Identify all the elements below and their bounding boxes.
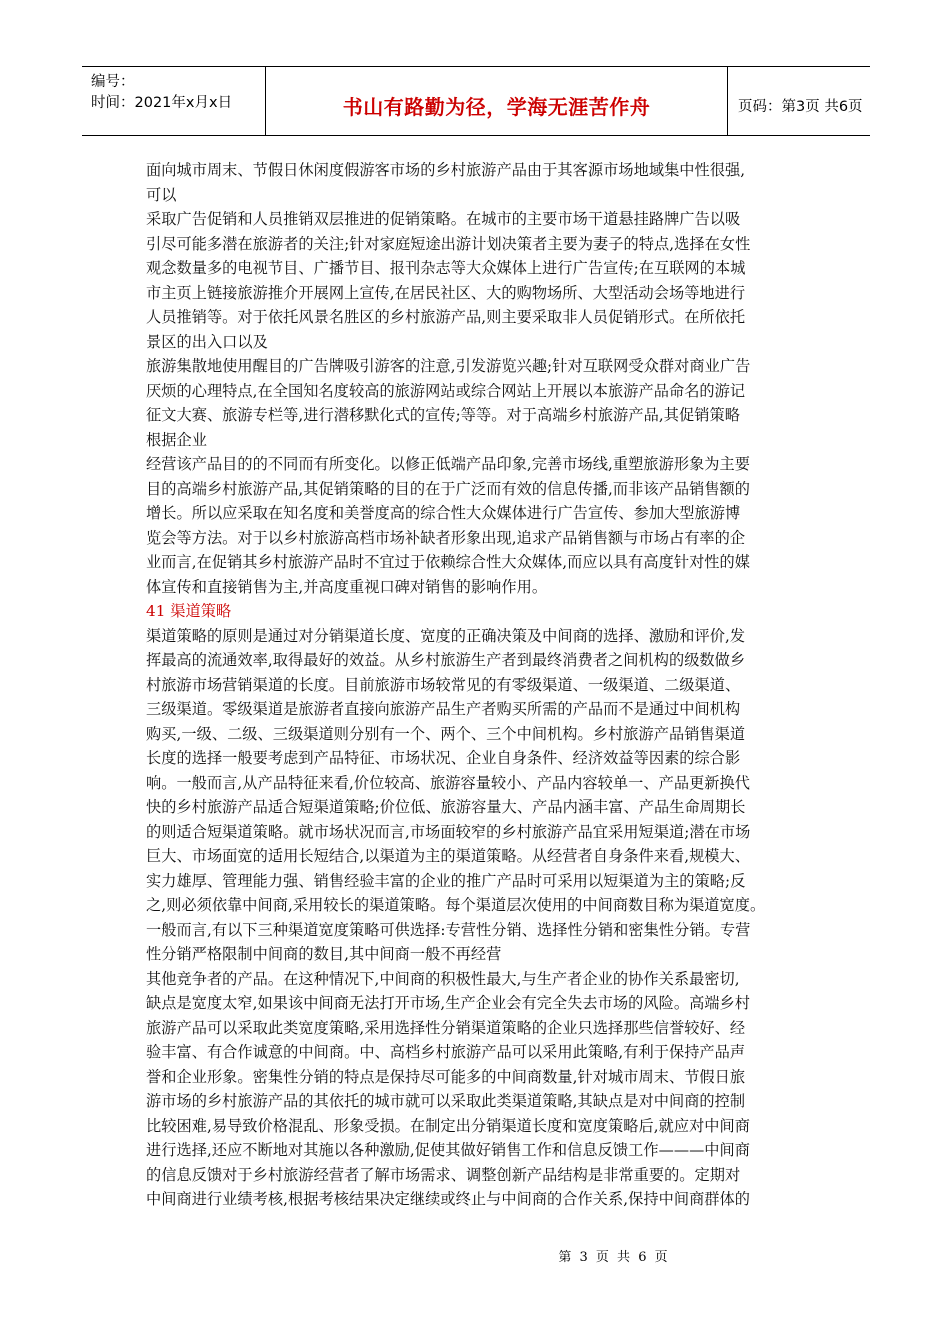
header-motto: 书山有路勤为径，学海无涯苦作舟 <box>266 67 728 135</box>
text-line: 的则适合短渠道策略。就市场状况而言,市场面较窄的乡村旅游产品宜采用短渠道;潜在市场 <box>146 822 751 841</box>
text-line: 购买,一级、二级、三级渠道则分别有一个、两个、三个中间机构。乡村旅游产品销售渠道 <box>146 724 746 743</box>
text-line: 市主页上链接旅游推介开展网上宣传,在居民社区、大的购物场所、大型活动会场等地进行 <box>146 283 746 302</box>
text-line: 验丰富、有合作诚意的中间商。中、高档乡村旅游产品可以采用此策略,有利于保持产品声 <box>146 1043 746 1061</box>
text-line: 之,则必须依靠中间商,采用较长的渠道策略。每个渠道层次使用的中间商数目称为渠道宽度。 <box>146 896 766 914</box>
text-line: 业而言,在促销其乡村旅游产品时不宜过于依赖综合性大众媒体,而应以具有高度针对性的媒 <box>146 553 751 571</box>
text-line: 其他竞争者的产品。在这种情况下,中间商的积极性最大,与生产者企业的协作关系最密切, <box>146 969 740 988</box>
text-line: 誉和企业形象。密集性分销的特点是保持尽可能多的中间商数量,针对城市周末、节假日旅 <box>146 1067 746 1086</box>
text-line: 挥最高的流通效率,取得最好的效益。从乡村旅游生产者到最终消费者之间机构的级数做乡 <box>146 651 746 669</box>
page-footer: 第 3 页 共 6 页 <box>558 1250 670 1265</box>
text-line: 进行选择,还应不断地对其施以各种激励,促使其做好销售工作和信息反馈工作———中间商 <box>146 1141 751 1159</box>
text-line: 巨大、市场面宽的适用长短结合,以渠道为主的渠道策略。从经营者自身条件来看,规模大、 <box>146 847 751 865</box>
number-label: 编号： <box>91 74 135 90</box>
text-line: 厌烦的心理特点,在全国知名度较高的旅游网站或综合网站上开展以本旅游产品命名的游记 <box>146 381 746 400</box>
text-line: 实力雄厚、管理能力强、销售经验丰富的企业的推广产品时可采用以短渠道为主的策略;反 <box>146 871 746 890</box>
header-page-info: 页码：第3页 共6页 <box>738 98 863 115</box>
text-line: 一般而言,有以下三种渠道宽度策略可供选择:专营性分销、选择性分销和密集性分销。专营 <box>146 920 751 939</box>
text-line: 缺点是宽度太窄,如果该中间商无法打开市场,生产企业会有完全失去市场的风险。高端乡村 <box>146 994 751 1012</box>
document-body <box>146 158 826 1212</box>
text-line: 旅游集散地使用醒目的广告牌吸引游客的注意,引发游览兴趣;针对互联网受众群对商业广告 <box>146 357 751 375</box>
text-line: 引尽可能多潜在旅游者的关注;针对家庭短途出游计划决策者主要为妻子的特点,选择在女性 <box>146 234 751 253</box>
header-meta <box>82 67 266 135</box>
text-line: 三级渠道。零级渠道是旅游者直接向旅游产品生产者购买所需的产品而不是通过中间机构 <box>146 700 741 718</box>
text-line: 观念数量多的电视节目、广播节目、报刊杂志等大众媒体上进行广告宣传;在互联网的本城 <box>146 259 746 277</box>
text-line: 采取广告促销和人员推销双层推进的促销策略。在城市的主要市场干道悬挂路牌广告以吸 <box>146 210 741 228</box>
text-line: 体宣传和直接销售为主,并高度重视口碑对销售的影响作用。 <box>146 577 548 596</box>
text-line: 比较困难,易导致价格混乱、形象受损。在制定出分销渠道长度和宽度策略后,就应对中间商 <box>146 1116 751 1135</box>
text-line: 根据企业 <box>146 430 207 449</box>
text-line: 征文大赛、旅游专栏等,进行潜移默化式的宣传;等等。对于高端乡村旅游产品,其促销策略 <box>146 406 740 424</box>
text-line: 景区的出入口以及 <box>146 332 268 351</box>
text-line: 面向城市周末、节假日休闲度假游客市场的乡村旅游产品由于其客源市场地域集中性很强, <box>146 161 746 179</box>
text-line: 性分销严格限制中间商的数目,其中间商一般不再经营 <box>146 945 502 963</box>
text-line: 渠道策略的原则是通过对分销渠道长度、宽度的正确决策及中间商的选择、激励和评价,发 <box>146 626 746 645</box>
section-heading: 41 渠道策略 <box>146 602 232 620</box>
page-header <box>82 66 870 136</box>
text-line: 经营该产品目的的不同而有所变化。以修正低端产品印象,完善市场线,重塑旅游形象为主要 <box>146 455 751 473</box>
text-line: 长度的选择一般要考虑到产品特征、市场状况、企业自身条件、经济效益等因素的综合影 <box>146 749 741 767</box>
text-line: 目的高端乡村旅游产品,其促销策略的目的在于广泛而有效的信息传播,而非该产品销售额的 <box>146 479 751 498</box>
paragraph-channel-strategy <box>146 624 826 1212</box>
text-line: 人员推销等。对于依托风景名胜区的乡村旅游产品,则主要采取非人员促销形式。在所依托 <box>146 308 746 326</box>
text-line: 游市场的乡村旅游产品的其依托的城市就可以采取此类渠道策略,其缺点是对中间商的控制 <box>146 1092 746 1110</box>
text-line: 旅游产品可以采取此类宽度策略,采用选择性分销渠道策略的企业只选择那些信誉较好、经 <box>146 1018 746 1037</box>
text-line: 增长。所以应采取在知名度和美誉度高的综合性大众媒体进行广告宣传、参加大型旅游博 <box>146 504 741 522</box>
paragraph-promotion <box>146 158 826 599</box>
text-line: 响。一般而言,从产品特征来看,价位较高、旅游容量较小、产品内容较单一、产品更新换代 <box>146 773 751 792</box>
text-line: 可以 <box>146 185 177 204</box>
text-line: 中间商进行业绩考核,根据考核结果决定继续或终止与中间商的合作关系,保持中间商群体的 <box>146 1190 751 1208</box>
time-label: 时间：2021年x月x日 <box>91 95 233 111</box>
text-line: 快的乡村旅游产品适合短渠道策略;价位低、旅游容量大、产品内涵丰富、产品生命周期长 <box>146 798 746 816</box>
text-line: 村旅游市场营销渠道的长度。目前旅游市场较常见的有零级渠道、一级渠道、二级渠道、 <box>146 675 741 694</box>
text-line: 的信息反馈对于乡村旅游经营者了解市场需求、调整创新产品结构是非常重要的。定期对 <box>146 1165 741 1184</box>
text-line: 览会等方法。对于以乡村旅游高档市场补缺者形象出现,追求产品销售额与市场占有率的企 <box>146 528 746 547</box>
